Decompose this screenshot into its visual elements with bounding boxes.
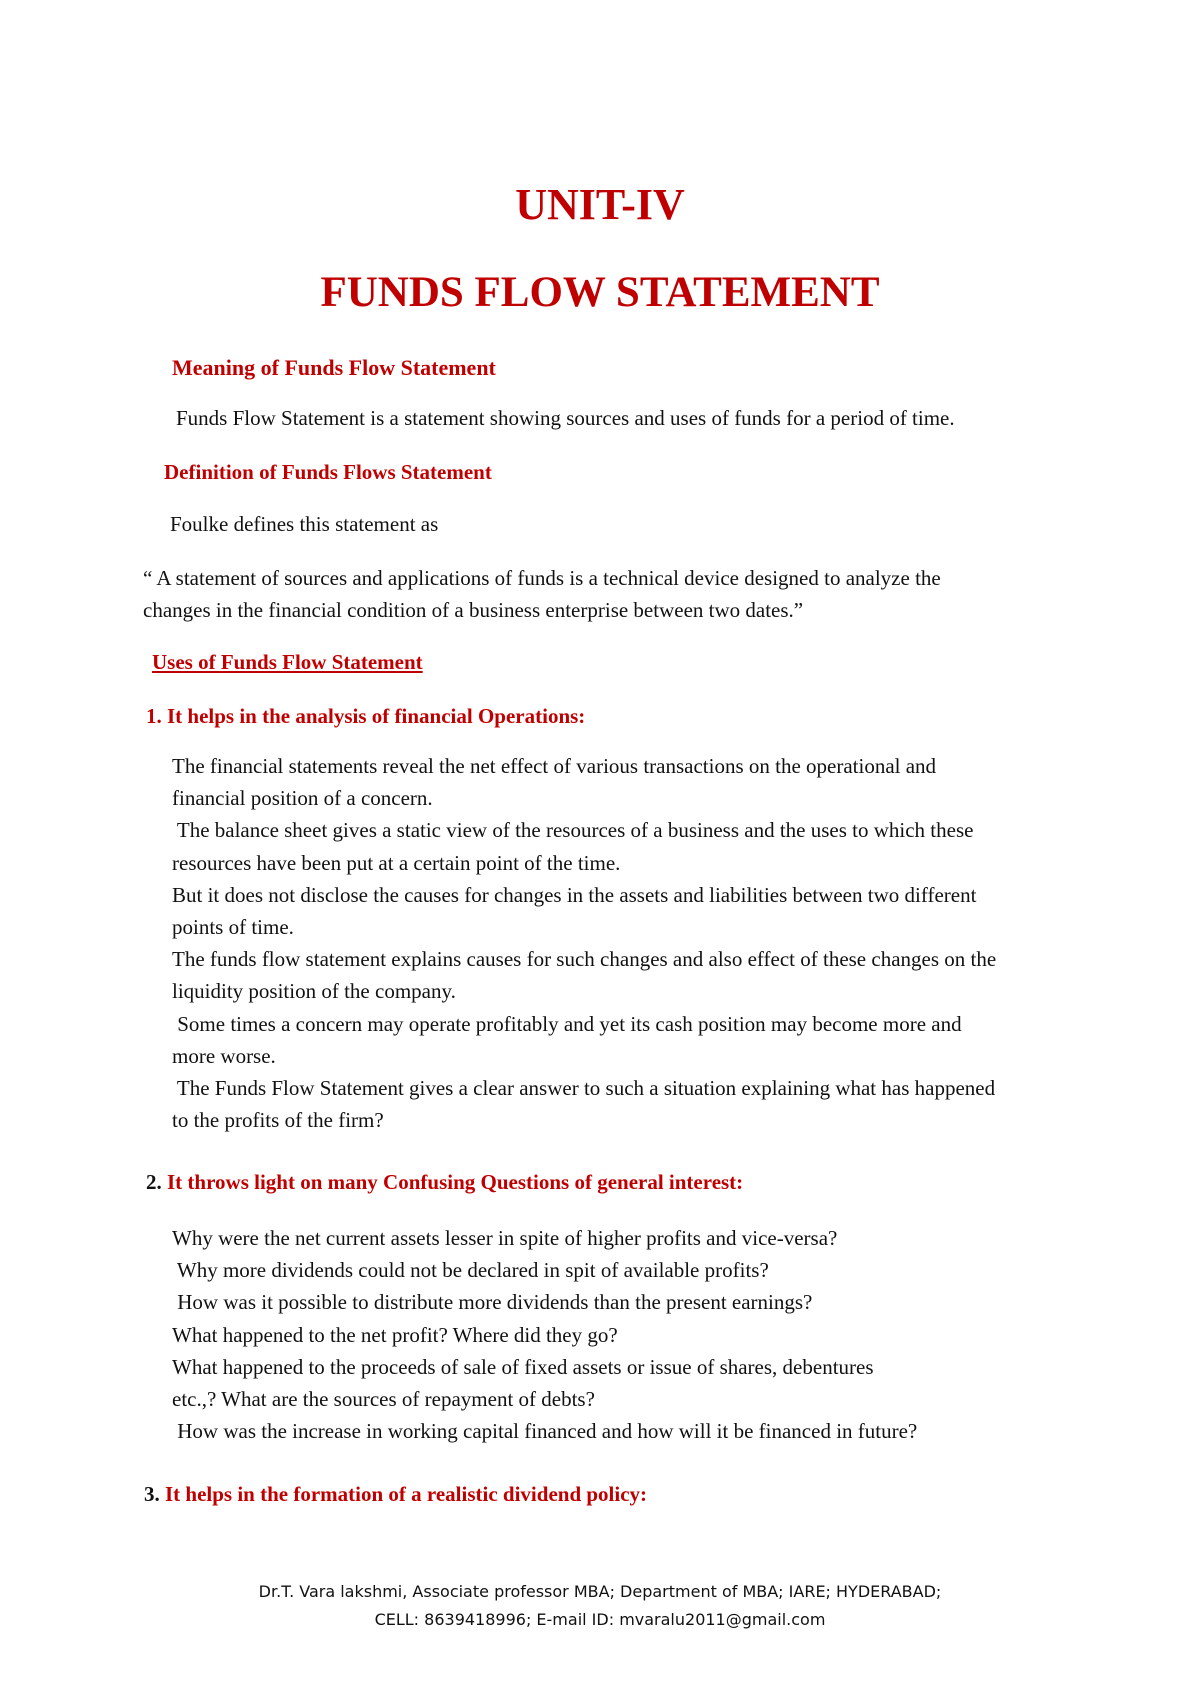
- uses-heading: Uses of Funds Flow Statement: [152, 650, 423, 674]
- body-line: The balance sheet gives a static view of the resources of a business and the uses to which these: [172, 818, 974, 843]
- footer-contact-line: CELL: 8639418996; E-mail ID: mvaralu2011@gmail.com: [374, 1610, 826, 1629]
- use-2-title: It throws light on many Confusing Questions of general interest:: [167, 1170, 744, 1194]
- meaning-text: Funds Flow Statement is a statement showing sources and uses of funds for a period of time.: [176, 406, 955, 430]
- body-line: Why more dividends could not be declared in spit of available profits?: [172, 1258, 769, 1283]
- body-line: How was it possible to distribute more dividends than the present earnings?: [172, 1290, 813, 1315]
- use-1-number: 1.: [146, 704, 162, 728]
- quote-line: “ A statement of sources and applications of funds is a technical device designed to analyze the: [143, 566, 941, 590]
- use-3-heading: [144, 1480, 647, 1508]
- body-line: Some times a concern may operate profitably and yet its cash position may become more and: [172, 1011, 962, 1036]
- body-line: to the profits of the firm?: [172, 1108, 384, 1133]
- body-line: financial position of a concern.: [172, 786, 433, 811]
- body-line: How was the increase in working capital financed and how will it be financed in future?: [172, 1419, 918, 1444]
- use-3-number: 3.: [144, 1482, 160, 1506]
- use-1-title: It helps in the analysis of financial Operations:: [167, 704, 586, 728]
- document-title: FUNDS FLOW STATEMENT: [320, 269, 880, 316]
- use-2-number: 2.: [146, 1170, 162, 1194]
- body-line: The Funds Flow Statement gives a clear answer to such a situation explaining what has happened: [172, 1076, 996, 1101]
- definition-heading: Definition of Funds Flows Statement: [164, 460, 492, 484]
- use-3-title: It helps in the formation of a realistic dividend policy:: [165, 1482, 648, 1506]
- use-1-heading: [146, 702, 585, 730]
- body-line: Why were the net current assets lesser in spite of higher profits and vice-versa?: [172, 1226, 838, 1250]
- body-line: resources have been put at a certain point of the time.: [172, 850, 621, 875]
- body-line: more worse.: [172, 1043, 276, 1068]
- use-2-body: [172, 1222, 917, 1447]
- body-line: The funds flow statement explains causes for such changes and also effect of these changes on the: [172, 947, 997, 972]
- body-line: liquidity position of the company.: [172, 979, 456, 1004]
- body-line: What happened to the proceeds of sale of fixed assets or issue of shares, debentures: [172, 1354, 874, 1379]
- body-line: etc.,? What are the sources of repayment of debts?: [172, 1387, 595, 1412]
- unit-title: UNIT-IV: [515, 180, 685, 229]
- meaning-heading: Meaning of Funds Flow Statement: [172, 355, 496, 380]
- use-1-body: [172, 750, 996, 1136]
- definition-intro: Foulke defines this statement as: [170, 512, 439, 536]
- body-line: points of time.: [172, 915, 294, 940]
- definition-quote: [143, 562, 941, 626]
- quote-line: changes in the financial condition of a business enterprise between two dates.”: [143, 598, 804, 623]
- footer: [0, 1578, 1200, 1634]
- use-2-heading: [146, 1168, 743, 1196]
- footer-author-line: Dr.T. Vara lakshmi, Associate professor MBA; Department of MBA; IARE; HYDERABAD;: [258, 1582, 942, 1601]
- body-line: The financial statements reveal the net effect of various transactions on the operational and: [172, 754, 937, 778]
- body-line: What happened to the net profit? Where did they go?: [172, 1322, 618, 1347]
- body-line: But it does not disclose the causes for changes in the assets and liabilities between two different: [172, 882, 977, 907]
